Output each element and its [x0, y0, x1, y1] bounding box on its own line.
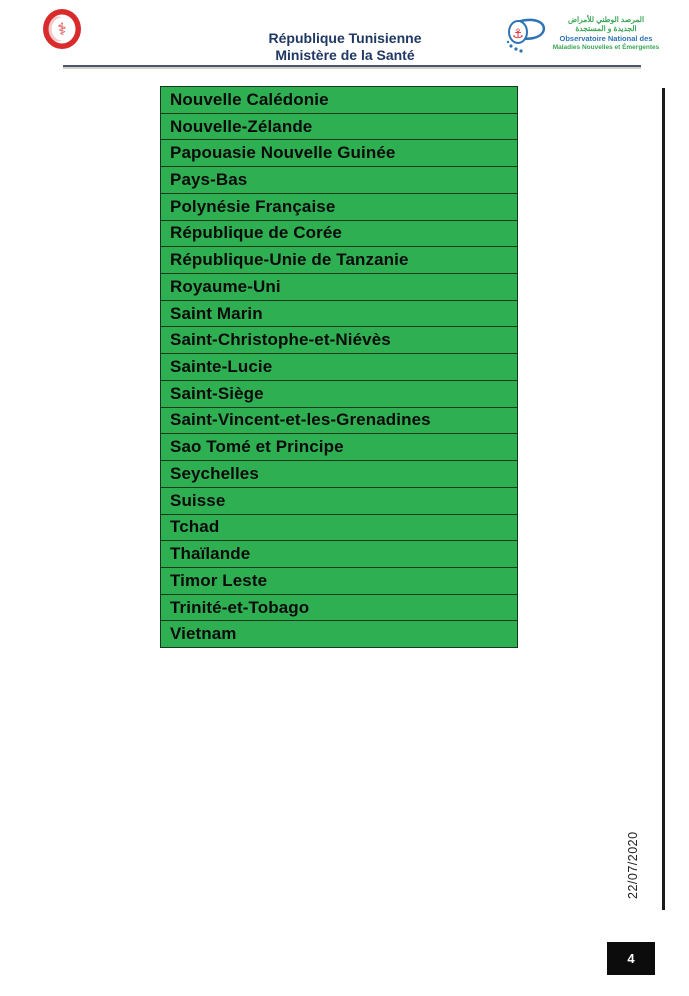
country-name: Vietnam [170, 624, 237, 644]
country-name: Seychelles [170, 463, 259, 483]
country-name: Timor Leste [170, 570, 268, 590]
table-row [161, 433, 517, 460]
country-name: Saint Marin [170, 303, 263, 323]
table-row [161, 246, 517, 273]
page-number: 4 [627, 951, 635, 966]
red-crescent-medical-icon [42, 8, 82, 50]
country-name: Tchad [170, 517, 220, 537]
country-name: République de Corée [170, 223, 342, 243]
country-name: Sao Tomé et Principe [170, 437, 344, 457]
country-table [160, 86, 518, 648]
table-row [161, 326, 517, 353]
country-name: Saint-Vincent-et-les-Grenadines [170, 410, 431, 430]
title-line-republique: République Tunisienne [268, 30, 422, 46]
title-line-ministere: Ministère de la Santé [275, 46, 415, 63]
observatory-french-line1: Observatoire National des [559, 34, 653, 44]
svg-text:⚕: ⚕ [57, 20, 67, 40]
table-row [161, 166, 517, 193]
country-name: Saint-Siège [170, 383, 264, 403]
page-number-badge [607, 942, 655, 975]
table-row [161, 300, 517, 327]
table-row [161, 139, 517, 166]
table-row [161, 87, 517, 113]
observatory-french-line2: Maladies Nouvelles et Émergentes [552, 43, 660, 51]
country-name: République-Unie de Tanzanie [170, 250, 409, 270]
table-row [161, 567, 517, 594]
country-name: Thaïlande [170, 544, 251, 564]
table-row [161, 113, 517, 140]
table-row [161, 487, 517, 514]
table-row [161, 407, 517, 434]
country-name: Papouasie Nouvelle Guinée [170, 143, 396, 163]
observatory-name [547, 14, 665, 51]
country-name: Nouvelle Calédonie [170, 89, 329, 109]
country-name: Saint-Christophe-et-Niévès [170, 330, 391, 350]
table-row [161, 380, 517, 407]
observatory-logo [503, 14, 665, 60]
table-row [161, 540, 517, 567]
table-row [161, 193, 517, 220]
country-name: Pays-Bas [170, 170, 248, 190]
country-name: Nouvelle-Zélande [170, 116, 313, 136]
document-date: 22/07/2020 [626, 831, 640, 899]
table-row [161, 514, 517, 541]
page-title [200, 30, 490, 63]
table-row [161, 460, 517, 487]
country-name: Trinité-et-Tobago [170, 597, 310, 617]
observatory-arabic-line1: المرصد الوطني للأمراض [567, 15, 645, 24]
svg-text:⚓: ⚓ [512, 27, 524, 42]
table-row [161, 220, 517, 247]
table-row [161, 594, 517, 621]
observatory-arabic-line2: الجديدة و المستجدة [575, 23, 637, 33]
table-row [161, 620, 517, 647]
country-name: Suisse [170, 490, 226, 510]
table-row [161, 353, 517, 380]
country-name: Royaume-Uni [170, 276, 281, 296]
header-divider [63, 65, 641, 67]
country-name: Sainte-Lucie [170, 357, 273, 377]
ministry-of-health-logo [42, 8, 82, 50]
country-name: Polynésie Française [170, 196, 336, 216]
observatory-emblem-icon [503, 14, 547, 58]
right-margin-line [662, 88, 665, 910]
table-row [161, 273, 517, 300]
